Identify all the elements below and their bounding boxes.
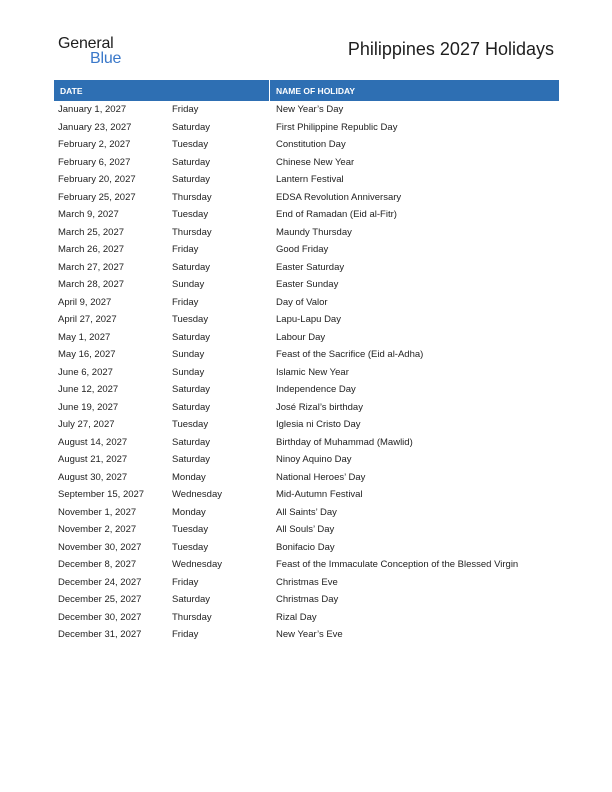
holiday-date: April 9, 2027: [58, 296, 112, 308]
holiday-date: March 28, 2027: [58, 279, 125, 291]
holiday-table: [54, 80, 559, 644]
holiday-weekday: Thursday: [172, 226, 212, 238]
holiday-weekday: Tuesday: [172, 524, 209, 536]
holiday-weekday: Saturday: [172, 401, 211, 413]
holiday-weekday: Wednesday: [172, 559, 222, 571]
holiday-name: New Year’s Eve: [276, 629, 343, 641]
table-row: [54, 539, 559, 557]
holiday-weekday: Thursday: [172, 611, 212, 623]
holiday-date: March 9, 2027: [58, 209, 119, 221]
table-row: [54, 171, 559, 189]
holiday-date: March 25, 2027: [58, 226, 125, 238]
table-row: [54, 364, 559, 382]
holiday-weekday: Tuesday: [172, 541, 209, 553]
holiday-weekday: Wednesday: [172, 489, 222, 501]
table-row: [54, 119, 559, 137]
table-row: [54, 504, 559, 522]
holiday-date: September 15, 2027: [58, 489, 145, 501]
holiday-date: November 30, 2027: [58, 541, 142, 553]
holiday-name: Ninoy Aquino Day: [276, 454, 352, 466]
table-row: [54, 189, 559, 207]
holiday-name: Easter Sunday: [276, 279, 339, 291]
holiday-date: April 27, 2027: [58, 314, 117, 326]
table-row: [54, 224, 559, 242]
holiday-date: February 25, 2027: [58, 191, 136, 203]
table-row: [54, 294, 559, 312]
holiday-weekday: Sunday: [172, 366, 205, 378]
holiday-weekday: Saturday: [172, 156, 211, 168]
holiday-date: June 6, 2027: [58, 366, 113, 378]
holiday-date: January 23, 2027: [58, 121, 132, 133]
holiday-weekday: Tuesday: [172, 139, 209, 151]
holiday-weekday: Monday: [172, 506, 206, 518]
table-row: [54, 574, 559, 592]
table-row: [54, 626, 559, 644]
holiday-weekday: Saturday: [172, 121, 211, 133]
table-row: [54, 434, 559, 452]
holiday-date: November 1, 2027: [58, 506, 137, 518]
holiday-weekday: Friday: [172, 629, 199, 641]
holiday-name: All Souls’ Day: [276, 524, 335, 536]
table-row: [54, 259, 559, 277]
holiday-date: March 27, 2027: [58, 261, 125, 273]
table-row: [54, 591, 559, 609]
holiday-name: Christmas Eve: [276, 576, 338, 588]
table-row: [54, 101, 559, 119]
holiday-weekday: Friday: [172, 296, 199, 308]
logo: [58, 35, 148, 69]
holiday-name: Christmas Day: [276, 594, 339, 606]
holiday-weekday: Saturday: [172, 436, 211, 448]
holiday-name: José Rizal’s birthday: [276, 401, 363, 413]
table-row: [54, 136, 559, 154]
holiday-name: First Philippine Republic Day: [276, 121, 398, 133]
table-row: [54, 521, 559, 539]
table-row: [54, 609, 559, 627]
holiday-date: December 24, 2027: [58, 576, 142, 588]
holiday-date: August 14, 2027: [58, 436, 128, 448]
holiday-date: December 8, 2027: [58, 559, 137, 571]
holiday-date: May 16, 2027: [58, 349, 116, 361]
holiday-date: August 30, 2027: [58, 471, 128, 483]
holiday-name: Independence Day: [276, 384, 356, 396]
holiday-date: November 2, 2027: [58, 524, 137, 536]
holiday-name: Rizal Day: [276, 611, 317, 623]
holiday-weekday: Friday: [172, 576, 199, 588]
holiday-name: Constitution Day: [276, 139, 346, 151]
column-header-name: NAME OF HOLIDAY: [276, 85, 356, 96]
holiday-date: June 19, 2027: [58, 401, 119, 413]
holiday-name: Lapu-Lapu Day: [276, 314, 341, 326]
holiday-weekday: Friday: [172, 244, 199, 256]
holiday-date: December 31, 2027: [58, 629, 142, 641]
holiday-name: National Heroes’ Day: [276, 471, 366, 483]
holiday-weekday: Thursday: [172, 191, 212, 203]
holiday-name: Birthday of Muhammad (Mawlid): [276, 436, 413, 448]
holiday-name: Lantern Festival: [276, 174, 344, 186]
holiday-weekday: Sunday: [172, 349, 205, 361]
table-row: [54, 206, 559, 224]
holiday-name: All Saints’ Day: [276, 506, 337, 518]
holiday-name: Bonifacio Day: [276, 541, 335, 553]
holiday-name: Feast of the Immaculate Conception of the Blessed Virgin: [276, 559, 519, 571]
holiday-date: June 12, 2027: [58, 384, 119, 396]
holiday-weekday: Sunday: [172, 279, 205, 291]
holiday-weekday: Saturday: [172, 331, 211, 343]
table-row: [54, 311, 559, 329]
holiday-name: EDSA Revolution Anniversary: [276, 191, 402, 203]
holiday-date: February 2, 2027: [58, 139, 131, 151]
holiday-weekday: Tuesday: [172, 419, 209, 431]
table-row: [54, 329, 559, 347]
holiday-weekday: Saturday: [172, 384, 211, 396]
table-row: [54, 154, 559, 172]
holiday-name: Easter Saturday: [276, 261, 345, 273]
holiday-date: December 25, 2027: [58, 594, 142, 606]
table-row: [54, 486, 559, 504]
holiday-name: Maundy Thursday: [276, 226, 352, 238]
table-header: [54, 80, 559, 101]
table-row: [54, 276, 559, 294]
table-row: [54, 451, 559, 469]
holiday-weekday: Monday: [172, 471, 206, 483]
holiday-name: Chinese New Year: [276, 156, 355, 168]
holiday-date: July 27, 2027: [58, 419, 115, 431]
page-title: Philippines 2027 Holidays: [347, 39, 554, 59]
column-header-date: DATE: [54, 80, 270, 101]
holiday-weekday: Saturday: [172, 594, 211, 606]
holiday-name: New Year’s Day: [276, 104, 344, 116]
table-row: [54, 416, 559, 434]
holiday-name: End of Ramadan (Eid al-Fitr): [276, 209, 397, 221]
holiday-weekday: Saturday: [172, 261, 211, 273]
table-row: [54, 399, 559, 417]
logo-text-general: General: [58, 35, 114, 52]
holiday-name: Feast of the Sacrifice (Eid al-Adha): [276, 349, 424, 361]
holiday-date: August 21, 2027: [58, 454, 128, 466]
table-row: [54, 469, 559, 487]
holiday-date: January 1, 2027: [58, 104, 127, 116]
table-body: [54, 101, 559, 644]
table-row: [54, 241, 559, 259]
holiday-name: Islamic New Year: [276, 366, 349, 378]
holiday-name: Day of Valor: [276, 296, 328, 308]
logo-text-blue: Blue: [90, 50, 122, 67]
table-row: [54, 556, 559, 574]
holiday-date: February 6, 2027: [58, 156, 131, 168]
holiday-weekday: Tuesday: [172, 314, 209, 326]
holiday-date: March 26, 2027: [58, 244, 125, 256]
holiday-date: May 1, 2027: [58, 331, 111, 343]
table-row: [54, 346, 559, 364]
holiday-weekday: Tuesday: [172, 209, 209, 221]
holiday-name: Labour Day: [276, 331, 326, 343]
holiday-date: February 20, 2027: [58, 174, 136, 186]
holiday-date: December 30, 2027: [58, 611, 142, 623]
holiday-weekday: Friday: [172, 104, 199, 116]
table-row: [54, 381, 559, 399]
holiday-weekday: Saturday: [172, 174, 211, 186]
holiday-weekday: Saturday: [172, 454, 211, 466]
holiday-name: Good Friday: [276, 244, 329, 256]
holiday-name: Mid-Autumn Festival: [276, 489, 363, 501]
holiday-name: Iglesia ni Cristo Day: [276, 419, 361, 431]
